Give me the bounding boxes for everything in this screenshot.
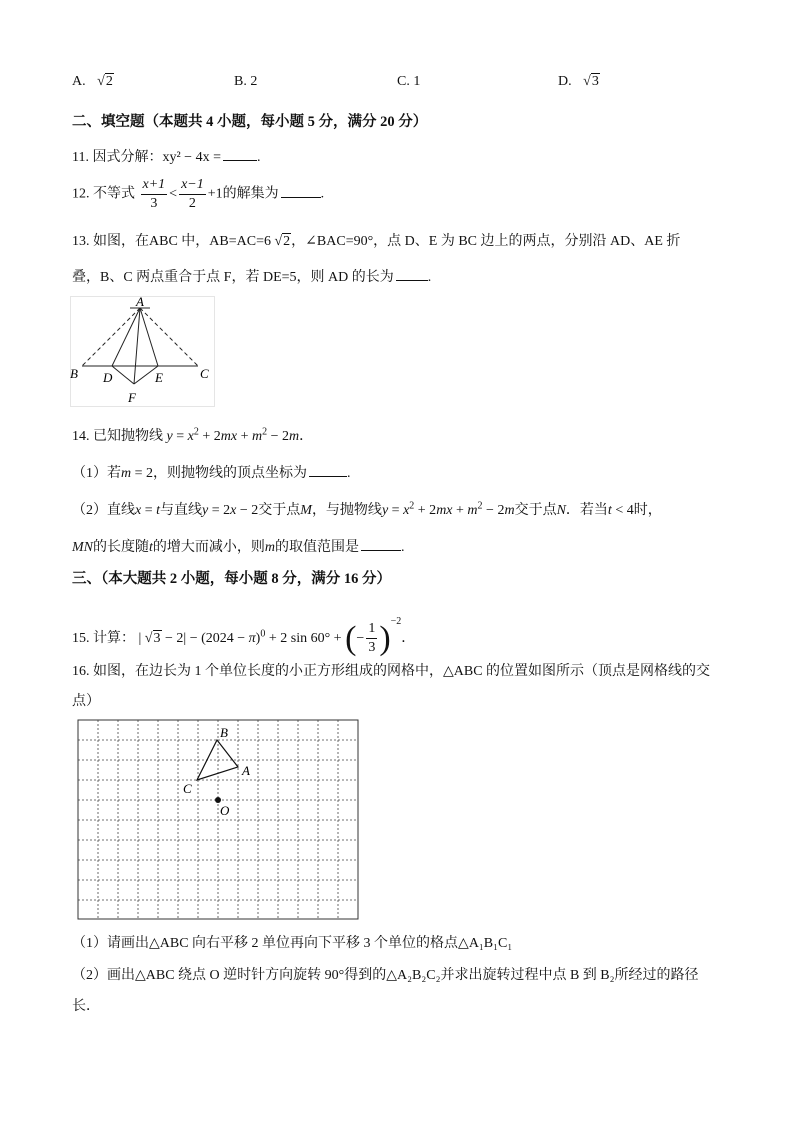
part-1-text-a: （1）若 (72, 466, 121, 481)
segment-df (112, 366, 134, 384)
label-a: A (242, 763, 250, 778)
choice-d-value: √3 (583, 74, 599, 89)
grid-lines (78, 720, 358, 919)
part-2-text-a: （2）直线 (72, 503, 135, 518)
section-3-heading: 三、（本大题共 2 小题，每小题 8 分，满分 16 分） (72, 571, 391, 587)
question-11: 11. 因式分解：xy² − 4x = . (72, 150, 261, 165)
question-12-text: 12. 不等式 (72, 186, 135, 202)
question-13-text-a: 13. 如图，在ABC 中，AB=AC=6 (72, 234, 271, 249)
question-12: 12. 不等式 $\frac{x+1}{3}$ < $\frac{x-1}{2}$ +1的解集为 . (72, 177, 325, 211)
choice-a (72, 74, 114, 90)
question-15: 15. 计算： | $√3 - 2| - (2024 - \pi)^0 + 2$ sin 60° + (− $\frac{1}{3}$ )$^{-2}$． (72, 616, 416, 657)
label-b: B (220, 725, 228, 740)
question-16-part-2-line-1: （2）画出△ABC 绕点 O 逆时针方向旋转 90°得到的△A₂B₂C₂并求出旋转过程中点 B 到 B₂所经过的路径 (72, 968, 699, 983)
question-16-part-2-line-2: 长． (72, 999, 100, 1014)
answer-blank (281, 185, 321, 198)
choice-d (558, 74, 600, 90)
sqrt-2: √2 (274, 234, 291, 249)
segment-ae (140, 308, 158, 366)
part-2-text-e: 交于点 (514, 503, 557, 518)
label-d: D (103, 370, 113, 385)
part-2-text-h: 的长度随 (93, 540, 149, 555)
label-f: F (128, 390, 136, 405)
question-13-line-1 (72, 230, 680, 250)
part-2-text-c: 交于点 (258, 503, 301, 518)
grid-figure (77, 719, 361, 921)
question-13-text-b: ，∠BAC=90°，点 D、E 为 BC 边上的两点，分别沿 AD、AE 折 (291, 234, 681, 249)
fraction-one-third: $\frac{1}{3}$ (368, 621, 376, 656)
part-2-text-d: ，与抛物线 (311, 503, 382, 518)
fraction-left: $\frac{x+1}{3}$ (142, 177, 166, 211)
part-2-text-b: 与直线 (160, 503, 203, 518)
answer-blank (361, 538, 401, 551)
label-c: C (183, 781, 192, 796)
question-14-text: 14. 已知抛物线 (72, 429, 163, 444)
question-16-line-2: 点） (72, 694, 100, 709)
choice-b: B. 2 (234, 74, 258, 89)
question-13-line-2: 叠，B、C 两点重合于点 F，若 DE=5，则 AD 的长为 . (72, 270, 432, 285)
label-o: O (220, 803, 230, 818)
part-1-text-b: ，则抛物线的顶点坐标为 (153, 466, 308, 481)
figure-frame (71, 297, 215, 407)
question-14-part-2-line-2: MN的长度随t的增大而减小，则m的取值范围是 . (72, 540, 405, 555)
part-2-text-j: 的取值范围是 (275, 540, 360, 555)
section-2-heading: 二、填空题（本题共 4 小题，每小题 5 分，满分 20 分） (72, 114, 428, 130)
label-a: A (136, 296, 144, 309)
question-12-tail: 的解集为 (222, 186, 279, 202)
choice-a-value: √2 (97, 74, 113, 89)
answer-blank (223, 148, 257, 161)
triangle-fold-figure (70, 296, 216, 408)
part-2-text-g: 时， (633, 503, 662, 518)
part-2-text-f: ．若当 (565, 503, 608, 518)
part-2-text-i: 的增大而减小，则 (152, 540, 265, 555)
choice-d-label: D. (558, 74, 572, 89)
question-16-part-1: （1）请画出△ABC 向右平移 2 单位再向下平移 3 个单位的格点△A₁B₁C₁ (72, 936, 513, 951)
question-13-text-c: 叠，B、C 两点重合于点 F，若 DE=5，则 AD 的长为 (72, 270, 394, 285)
choice-c: C. 1 (397, 74, 421, 89)
label-e: E (155, 370, 163, 385)
question-16-line-1: 16. 如图，在边长为 1 个单位长度的小正方形组成的网格中，△ABC 的位置如图所示（顶点是网格线的交 (72, 664, 711, 679)
question-14-part-1: （1）若m = 2，则抛物线的顶点坐标为 . (72, 466, 351, 481)
question-15-text: 15. 计算： (72, 631, 135, 646)
answer-blank (396, 268, 428, 281)
fraction-right: $\frac{x-1}{2}$ (181, 177, 204, 211)
question-14-part-2-line-1: （2）直线x = t与直线y = 2x − 2交于点M，与抛物线$y = x^2 + 2mx + m^2 - 2m$交于点N．若当t < 4时， (72, 500, 662, 518)
question-11-text: 11. 因式分解：xy² − 4x = (72, 150, 221, 165)
choice-a-label: A. (72, 74, 86, 89)
label-c: C (200, 366, 209, 381)
answer-blank (309, 464, 347, 477)
question-14: 14. 已知抛物线 $y = x^2 + 2mx + m^2 - 2m$． (72, 426, 314, 444)
label-b: B (70, 366, 78, 381)
segment-ab (82, 308, 140, 366)
